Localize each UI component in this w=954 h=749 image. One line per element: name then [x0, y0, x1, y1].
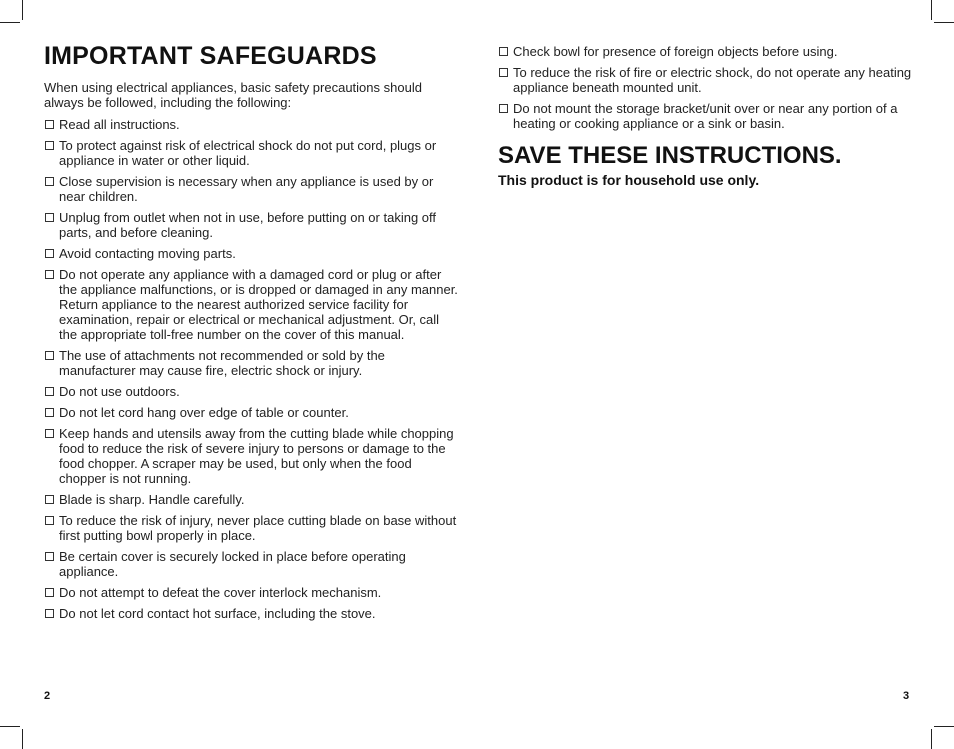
crop-mark: [934, 726, 954, 727]
page-title: IMPORTANT SAFEGUARDS: [44, 42, 377, 70]
checkbox-bullet-icon: [45, 429, 54, 438]
crop-mark: [931, 729, 932, 749]
list-item-text: Do not use outdoors.: [59, 384, 180, 399]
list-item: [44, 606, 458, 621]
list-item: [44, 138, 458, 168]
crop-mark: [22, 729, 23, 749]
list-item: [44, 246, 458, 261]
checkbox-bullet-icon: [45, 495, 54, 504]
list-item: [44, 549, 458, 579]
list-item-text: To protect against risk of electrical shock do not put cord, plugs or appliance in water or other liquid.: [59, 138, 437, 168]
page-number: 3: [903, 690, 910, 702]
checkbox-bullet-icon: [45, 552, 54, 561]
checkbox-bullet-icon: [499, 68, 508, 77]
list-item: [44, 384, 458, 399]
list-item-text: Close supervision is necessary when any appliance is used by or near children.: [59, 174, 434, 204]
checkbox-bullet-icon: [45, 270, 54, 279]
crop-mark: [931, 0, 932, 20]
page-number: 2: [44, 690, 51, 702]
list-item: [44, 585, 458, 600]
checkbox-bullet-icon: [45, 387, 54, 396]
list-item-text: Do not let cord contact hot surface, including the stove.: [59, 606, 376, 621]
checkbox-bullet-icon: [45, 588, 54, 597]
list-item-text: To reduce the risk of fire or electric shock, do not operate any heating appliance beneath mounted unit.: [513, 65, 912, 95]
list-item-text: To reduce the risk of injury, never place cutting blade on base without first putting bowl properly in place.: [59, 513, 457, 543]
list-item-text: Unplug from outlet when not in use, before putting on or taking off parts, and before cleaning.: [59, 210, 436, 240]
checkbox-bullet-icon: [45, 177, 54, 186]
checkbox-bullet-icon: [45, 120, 54, 129]
list-item: [44, 492, 458, 507]
list-item-text: Do not mount the storage bracket/unit over or near any portion of a heating or cooking appliance or a sink or basin.: [513, 101, 898, 131]
list-item: [44, 348, 458, 378]
checkbox-bullet-icon: [45, 141, 54, 150]
list-item-text: Check bowl for presence of foreign objects before using.: [513, 44, 838, 59]
list-item: [498, 44, 912, 59]
list-item-text: Be certain cover is securely locked in place before operating appliance.: [59, 549, 406, 579]
crop-mark: [0, 22, 20, 23]
list-item: [44, 426, 458, 486]
crop-mark: [0, 726, 20, 727]
list-item-text: Read all instructions.: [59, 117, 180, 132]
list-item: [44, 174, 458, 204]
list-item-text: The use of attachments not recommended or sold by the manufacturer may cause fire, electric shock or injury.: [59, 348, 385, 378]
safeguard-list: [44, 117, 458, 627]
list-item: [44, 513, 458, 543]
crop-mark: [22, 0, 23, 20]
list-item-text: Do not operate any appliance with a damaged cord or plug or after the appliance malfunctions, or is dropped or damaged in any manner. Return appliance to the nearest authorized service facility for examination, repair or electrical or mechanical adjustment. Or, call the appropriate toll-free number on the cover of this manual.: [59, 267, 458, 342]
list-item: [498, 101, 912, 131]
checkbox-bullet-icon: [45, 609, 54, 618]
crop-mark: [934, 22, 954, 23]
checkbox-bullet-icon: [45, 351, 54, 360]
checkbox-bullet-icon: [499, 104, 508, 113]
list-item: [44, 117, 458, 132]
list-item-text: Do not let cord hang over edge of table or counter.: [59, 405, 349, 420]
checkbox-bullet-icon: [45, 408, 54, 417]
save-instructions-heading: SAVE THESE INSTRUCTIONS.: [498, 142, 842, 169]
list-item-text: Blade is sharp. Handle carefully.: [59, 492, 245, 507]
checkbox-bullet-icon: [499, 47, 508, 56]
household-use-note: This product is for household use only.: [498, 172, 760, 188]
list-item: [44, 210, 458, 240]
intro-text: When using electrical appliances, basic safety precautions should always be followed, including the following:: [44, 80, 422, 110]
list-item: [44, 267, 458, 342]
list-item-text: Do not attempt to defeat the cover interlock mechanism.: [59, 585, 382, 600]
list-item: [44, 405, 458, 420]
list-item-text: Keep hands and utensils away from the cutting blade while chopping food to reduce the risk of severe injury to persons or damage to the food chopper. A scraper may be used, but only when the food chopper is not running.: [59, 426, 454, 486]
checkbox-bullet-icon: [45, 516, 54, 525]
safeguard-list-continued: [498, 44, 912, 137]
list-item-text: Avoid contacting moving parts.: [59, 246, 236, 261]
list-item: [498, 65, 912, 95]
checkbox-bullet-icon: [45, 249, 54, 258]
checkbox-bullet-icon: [45, 213, 54, 222]
